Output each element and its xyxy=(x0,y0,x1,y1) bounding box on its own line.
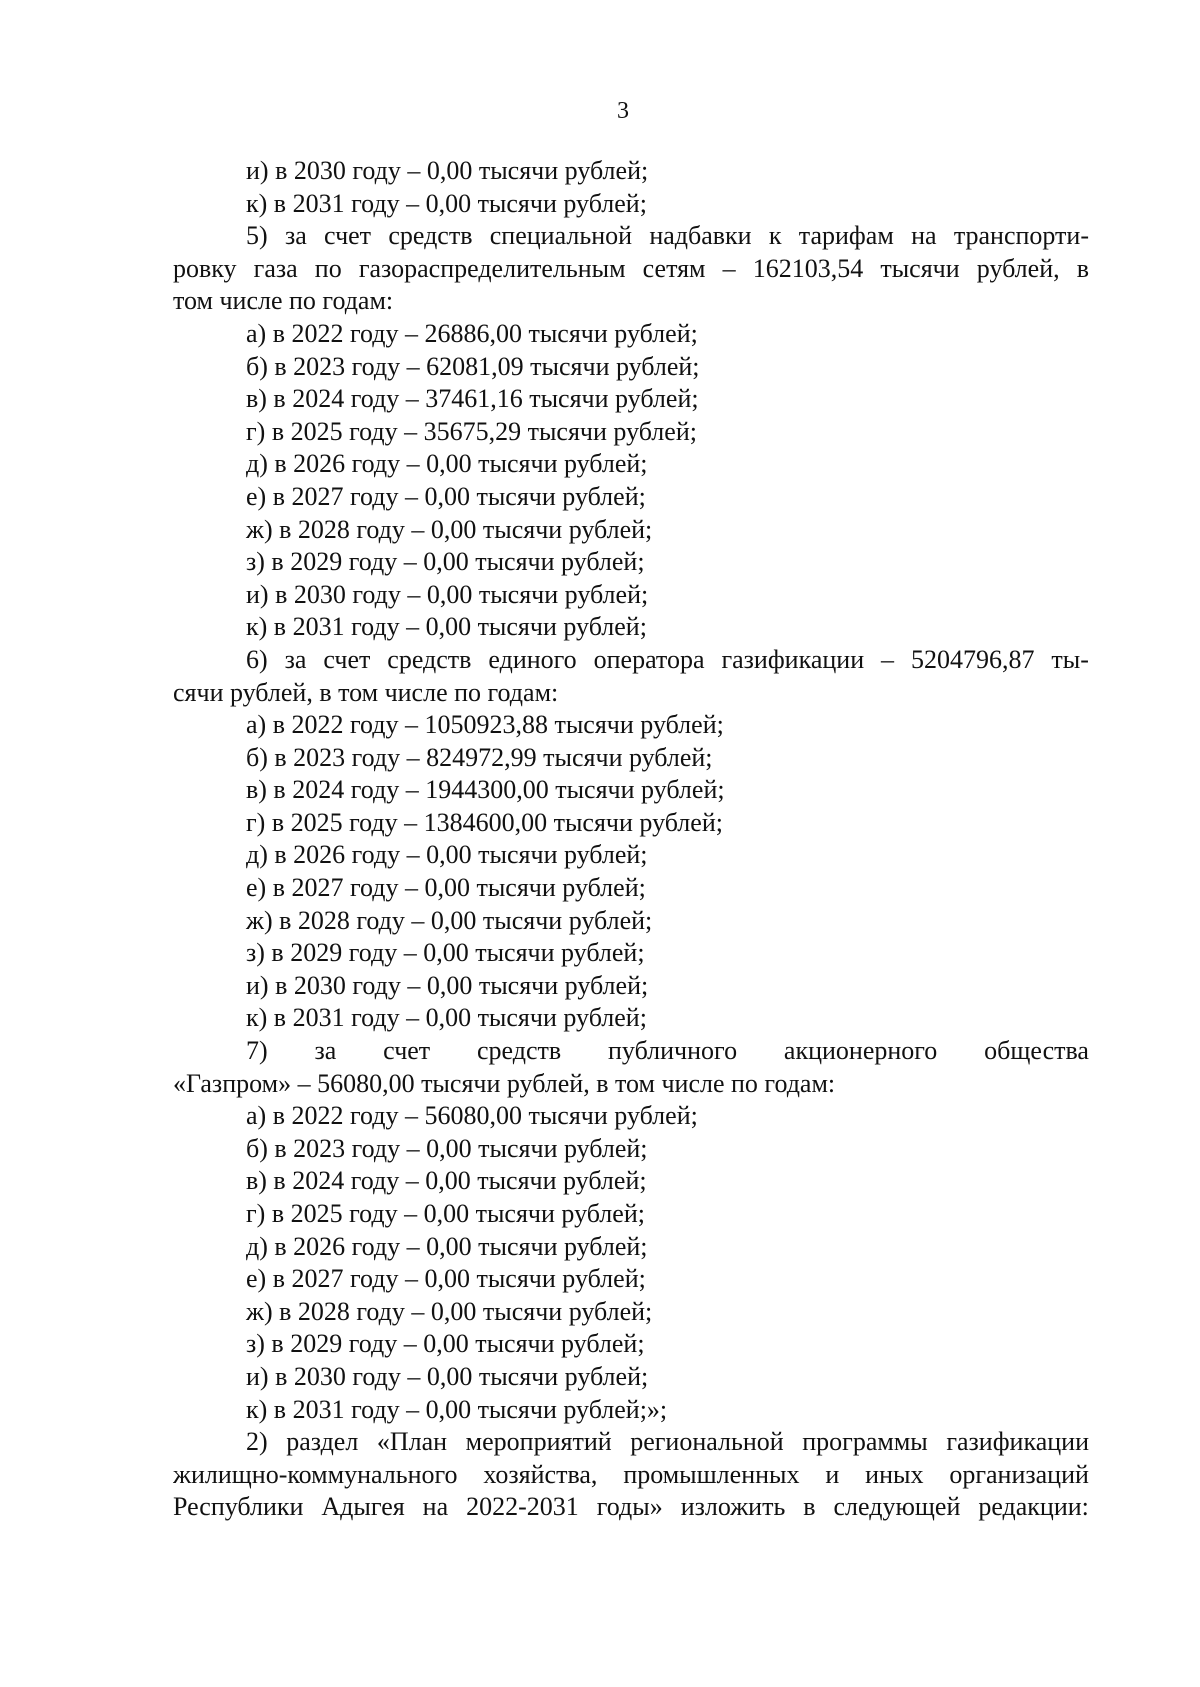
text-word: программы xyxy=(802,1427,928,1457)
text-line: е) в 2027 году – 0,00 тысячи рублей; xyxy=(246,873,646,903)
text-line xyxy=(173,1426,1089,1459)
text-line xyxy=(173,220,1089,253)
text-word: промышленных xyxy=(623,1459,800,1489)
text-word: в xyxy=(803,1492,816,1522)
text-word: 6) xyxy=(246,644,268,674)
text-word: 5) xyxy=(246,221,268,251)
text-word: раздел xyxy=(286,1427,359,1457)
text-word: счет xyxy=(323,644,371,674)
text-word: Республики xyxy=(173,1492,304,1522)
text-line: к) в 2031 году – 0,00 тысячи рублей; xyxy=(246,1003,647,1033)
text-word: средств xyxy=(388,221,473,251)
text-line: в) в 2024 году – 1944300,00 тысячи рублей; xyxy=(246,775,725,805)
text-line xyxy=(173,1459,1089,1492)
text-line: б) в 2023 году – 824972,99 тысячи рублей; xyxy=(246,742,713,772)
text-word: мероприятий xyxy=(465,1427,612,1457)
text-word: ты- xyxy=(1051,644,1089,674)
text-word: оператора xyxy=(593,644,705,674)
text-word: надбавки xyxy=(649,221,752,251)
text-line: в) в 2024 году – 37461,16 тысячи рублей; xyxy=(246,384,699,414)
text-line: ж) в 2028 году – 0,00 тысячи рублей; xyxy=(246,905,653,935)
text-word: организаций xyxy=(949,1459,1089,1489)
text-word: 5204796,87 xyxy=(910,644,1035,674)
text-word: общества xyxy=(984,1036,1089,1066)
text-word: Адыгея xyxy=(321,1492,405,1522)
text-word: к xyxy=(768,221,782,251)
text-word: единого xyxy=(488,644,577,674)
text-line: и) в 2030 году – 0,00 тысячи рублей; xyxy=(246,1361,649,1391)
text-line: сячи рублей, в том числе по годам: xyxy=(173,677,559,707)
text-word: 7) xyxy=(246,1036,268,1066)
text-line: к) в 2031 году – 0,00 тысячи рублей;»; xyxy=(246,1394,668,1424)
text-line xyxy=(173,644,1089,677)
text-line: а) в 2022 году – 56080,00 тысячи рублей; xyxy=(246,1101,698,1131)
text-line: ж) в 2028 году – 0,00 тысячи рублей; xyxy=(246,514,653,544)
text-word: специальной xyxy=(489,221,633,251)
text-word: по xyxy=(314,253,342,283)
text-word: – xyxy=(881,644,895,674)
text-word: газификации xyxy=(946,1427,1089,1457)
text-line: и) в 2030 году – 0,00 тысячи рублей; xyxy=(246,970,649,1000)
text-word: сетям xyxy=(642,253,706,283)
text-line: б) в 2023 году – 0,00 тысячи рублей; xyxy=(246,1133,648,1163)
text-line: ж) в 2028 году – 0,00 тысячи рублей; xyxy=(246,1296,653,1326)
text-word: счет xyxy=(383,1036,431,1066)
text-word: газораспределительным xyxy=(358,253,626,283)
document-body xyxy=(173,155,1089,1524)
text-word: 2) xyxy=(246,1427,268,1457)
text-line xyxy=(173,1491,1089,1524)
text-line: е) в 2027 году – 0,00 тысячи рублей; xyxy=(246,1264,646,1294)
text-word: счет xyxy=(324,221,372,251)
text-line: к) в 2031 году – 0,00 тысячи рублей; xyxy=(246,188,647,218)
text-word: следующей xyxy=(833,1492,961,1522)
text-line: а) в 2022 году – 1050923,88 тысячи рублей; xyxy=(246,710,724,740)
text-line: д) в 2026 году – 0,00 тысячи рублей; xyxy=(246,449,648,479)
text-word: транспорти- xyxy=(953,221,1089,251)
text-line: д) в 2026 году – 0,00 тысячи рублей; xyxy=(246,1231,648,1261)
text-word: годы» xyxy=(596,1492,663,1522)
text-line: г) в 2025 году – 0,00 тысячи рублей; xyxy=(246,1199,645,1228)
text-line: г) в 2025 году – 35675,29 тысячи рублей; xyxy=(246,416,697,446)
text-word: газификации xyxy=(721,644,865,674)
text-word: на xyxy=(911,221,937,251)
text-word: за xyxy=(284,644,307,674)
text-word: газа xyxy=(253,253,298,283)
text-word: изложить xyxy=(680,1492,786,1522)
text-word: «План xyxy=(376,1427,448,1457)
text-line: и) в 2030 году – 0,00 тысячи рублей; xyxy=(246,579,649,609)
text-word: публичного xyxy=(608,1036,738,1066)
text-line: г) в 2025 году – 1384600,00 тысячи рублей; xyxy=(246,807,723,837)
text-word: и xyxy=(825,1459,840,1489)
text-line: з) в 2029 году – 0,00 тысячи рублей; xyxy=(246,938,645,968)
text-word: за xyxy=(314,1036,337,1066)
text-word: акционерного xyxy=(783,1036,938,1066)
text-word: средств xyxy=(477,1036,562,1066)
text-word: редакции: xyxy=(978,1492,1089,1522)
page-number: 3 xyxy=(617,98,629,124)
text-word: рублей, xyxy=(976,253,1060,283)
text-line xyxy=(173,253,1089,286)
text-word: средств xyxy=(387,644,472,674)
text-line xyxy=(173,1035,1089,1068)
text-line: з) в 2029 году – 0,00 тысячи рублей; xyxy=(246,547,645,577)
text-word: в xyxy=(1076,253,1089,283)
text-word: – xyxy=(722,253,736,283)
text-line: и) в 2030 году – 0,00 тысячи рублей; xyxy=(246,156,649,185)
text-line: д) в 2026 году – 0,00 тысячи рублей; xyxy=(246,840,648,870)
text-line: б) в 2023 году – 62081,09 тысячи рублей; xyxy=(246,351,700,381)
text-word: ровку xyxy=(173,253,237,283)
text-word: иных xyxy=(865,1459,924,1489)
text-line: е) в 2027 году – 0,00 тысячи рублей; xyxy=(246,481,646,511)
text-line: з) в 2029 году – 0,00 тысячи рублей; xyxy=(246,1329,645,1359)
text-line: а) в 2022 году – 26886,00 тысячи рублей; xyxy=(246,318,698,348)
text-word: за xyxy=(284,221,307,251)
text-word: жилищно-коммунального xyxy=(173,1459,458,1489)
text-word: хозяйства, xyxy=(483,1459,598,1489)
text-word: тысячи xyxy=(880,253,960,283)
text-word: тарифам xyxy=(798,221,894,251)
text-line: том числе по годам: xyxy=(173,286,394,316)
text-word: региональной xyxy=(630,1427,784,1457)
text-line: «Газпром» – 56080,00 тысячи рублей, в том числе по годам: xyxy=(173,1068,836,1098)
text-word: на xyxy=(422,1492,449,1522)
text-word: 162103,54 xyxy=(752,253,864,283)
text-line: к) в 2031 году – 0,00 тысячи рублей; xyxy=(246,612,647,642)
text-word: 2022-2031 xyxy=(466,1492,579,1522)
text-line: в) в 2024 году – 0,00 тысячи рублей; xyxy=(246,1166,647,1196)
